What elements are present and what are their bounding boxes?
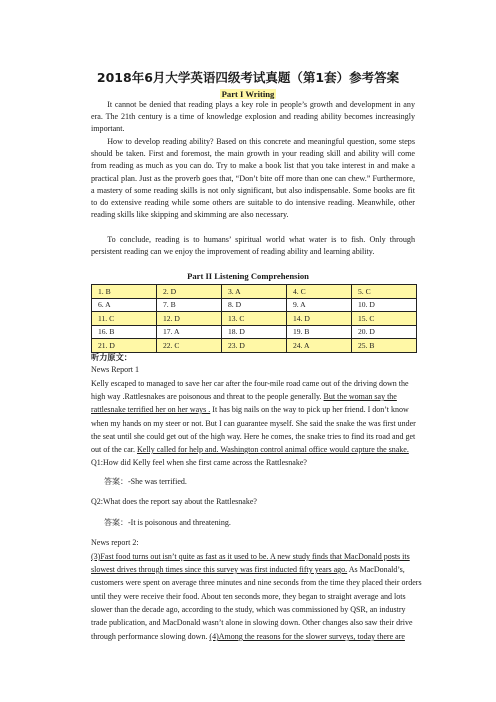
answer-1: 答案：-She was terrified. [104, 477, 187, 486]
news2-line: slower than the decade ago, according to the study, which was commissioned by QSR, an industry [91, 605, 406, 614]
answer-cell: 12. D [157, 312, 222, 326]
answer-cell: 22. C [157, 339, 222, 353]
essay-paragraph-3: To conclude, reading is to humans’ spiritual world what water is to fish. Only through persistent reading can we enjoy the improvement of reading ability and learning ability. [91, 235, 415, 257]
news1-line: rattlesnake terrified her on her ways . It has big nails on the way to pick up her friend. I don’t know [91, 405, 409, 414]
answer-cell: 10. D [352, 298, 417, 312]
answer-cell: 14. D [287, 312, 352, 326]
page-title: 2018年6月大学英语四级考试真题（第1套）参考答案 [96, 70, 400, 85]
answer-cell: 15. C [352, 312, 417, 326]
section-heading-writing: Part I Writing [221, 89, 275, 99]
table-row [92, 298, 417, 312]
answer-cell: 16. B [92, 325, 157, 339]
news1-line: Kelly escaped to managed to save her car after the four-mile road came out of the driving down the [91, 379, 409, 388]
news2-line: through performance slowing down. (4)Among the reasons for the slower surveys, today there are [91, 632, 405, 641]
answer-cell: 6. A [92, 298, 157, 312]
news2-line: slowest drives through times since this survey was first inducted fifty years ago. As MacDonald’s, [91, 565, 405, 574]
answer-table [91, 284, 417, 353]
news1-line: when my hands on my steer or not. But I can guarantee myself. She said the snake the was first under [91, 419, 416, 428]
answer-cell: 3. A [222, 285, 287, 299]
news1-line: out of the car. Kelly called for help and. Washington control animal office would capture the snake. [91, 445, 409, 454]
answer-cell: 24. A [287, 339, 352, 353]
table-row [92, 312, 417, 326]
answer-cell: 8. D [222, 298, 287, 312]
table-row [92, 285, 417, 299]
answer-cell: 20. D [352, 325, 417, 339]
question-2: Q2:What does the report say about the Rattlesnake? [91, 497, 257, 506]
table-row [92, 325, 417, 339]
news2-line: trade publication, and MacDonald wasn’t alone in slowing down. Other changes also saw their drive [91, 618, 413, 627]
news2-heading: News report 2: [91, 538, 139, 547]
news2-line: until they were receive their food. About ten seconds more, they began to straight average and lots [91, 592, 406, 601]
answer-cell: 23. D [222, 339, 287, 353]
section-heading-listening: Part II Listening Comprehension [187, 271, 309, 281]
answer-cell: 7. B [157, 298, 222, 312]
answer-cell: 21. D [92, 339, 157, 353]
answer-cell: 18. D [222, 325, 287, 339]
answer-cell: 19. B [287, 325, 352, 339]
answer-cell: 2. D [157, 285, 222, 299]
news2-line: (3)Fast food turns out isn’t quite as fast as it used to be. A new study finds that MacDonald posts its [91, 552, 410, 561]
news2-line: customers were spent on average three minutes and nine seconds from the time they placed their orders [91, 578, 422, 587]
news1-heading: News Report 1 [91, 365, 139, 374]
answer-cell: 13. C [222, 312, 287, 326]
answer-cell: 25. B [352, 339, 417, 353]
essay-paragraph-2: How to develop reading ability? Based on this concrete and meaningful question, some steps should be taken. First and foremost, the main growth in your reading skill and ability will come from reading as much as you can do. Try to make a book list that you take interest in and make a practical plan. Just as the proverb goes that, “Don’t bite off more than one can chew.” Furthermore, a mastery of some reading skills is not only significant, but also indispensable. Some books are fit to do extensive reading while some others are suitable to do intensive reading. Meanwhile, other reading skills like skipping and skimming are also necessary. [91, 137, 415, 220]
transcript-label: 听力原文： [91, 352, 132, 362]
answer-cell: 1. B [92, 285, 157, 299]
table-row [92, 339, 417, 353]
news1-line: the seat until she could get out of the high way. Here he comes, the snake tries to find its road and get [91, 432, 416, 441]
answer-cell: 4. C [287, 285, 352, 299]
essay-paragraph-1: It cannot be denied that reading plays a key role in people’s growth and development in any era. The 21th century is a time of knowledge explosion and reading ability becomes increasingly important. [91, 100, 415, 134]
answer-cell: 17. A [157, 325, 222, 339]
news1-line: high way .Rattlesnakes are poisonous and threat to the people generally. But the woman say the [91, 392, 397, 401]
answer-cell: 9. A [287, 298, 352, 312]
question-1: Q1:How did Kelly feel when she first came across the Rattlesnake? [91, 458, 307, 467]
answer-2: 答案：-It is poisonous and threatening. [104, 518, 231, 527]
answer-cell: 11. C [92, 312, 157, 326]
answer-cell: 5. C [352, 285, 417, 299]
